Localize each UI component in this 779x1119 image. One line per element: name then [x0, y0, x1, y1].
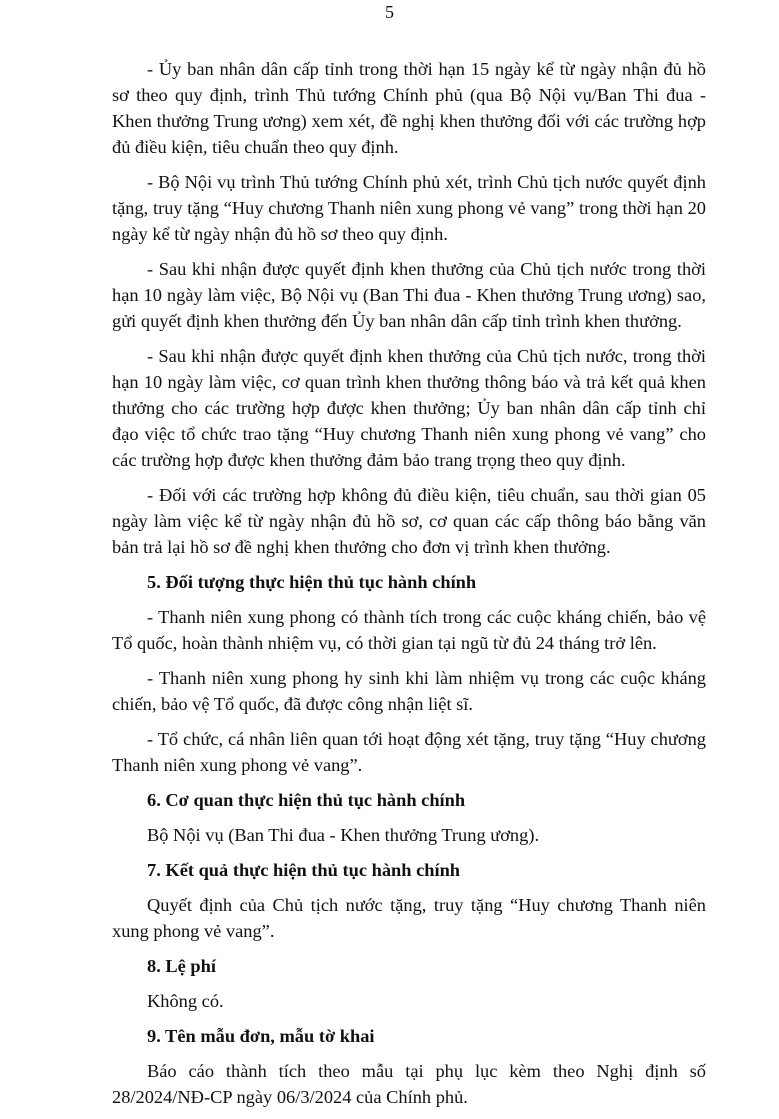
- procedure-step-rejection: - Đối với các trường hợp không đủ điều kiện, tiêu chuẩn, sau thời gian 05 ngày làm việc kể từ ngày nhận đủ hồ sơ, cơ quan các cấp thông báo bằng văn bản trả lại hồ sơ đề nghị khen thưởng cho đơn vị trình khen thưởng.: [112, 485, 706, 557]
- procedure-step-ministry-forwarding: - Sau khi nhận được quyết định khen thưởng của Chủ tịch nước trong thời hạn 10 ngày làm việc, Bộ Nội vụ (Ban Thi đua - Khen thưởng Trung ương) sao, gửi quyết định khen thưởng đến Ủy ban nhân dân cấp tỉnh trình khen thưởng.: [112, 259, 706, 331]
- document-body: [112, 56, 706, 1119]
- section-7-heading: 7. Kết quả thực hiện thủ tục hành chính: [147, 860, 461, 880]
- section-5-heading: 5. Đối tượng thực hiện thủ tục hành chính: [147, 572, 477, 592]
- subject-item: - Thanh niên xung phong có thành tích trong các cuộc kháng chiến, bảo vệ Tổ quốc, hoàn thành nhiệm vụ, có thời gian tại ngũ từ đủ 24 tháng trở lên.: [112, 607, 706, 653]
- page-number: 5: [385, 2, 394, 22]
- section-8-text: Không có.: [147, 991, 224, 1011]
- section-7-text: Quyết định của Chủ tịch nước tặng, truy tặng “Huy chương Thanh niên xung phong vẻ vang”.: [112, 895, 706, 941]
- section-6-text: Bộ Nội vụ (Ban Thi đua - Khen thưởng Trung ương).: [147, 825, 540, 845]
- section-9-text: Báo cáo thành tích theo mẫu tại phụ lục kèm theo Nghị định số 28/2024/NĐ-CP ngày 06/3/2024 của Chính phủ.: [112, 1061, 706, 1107]
- subject-item: - Thanh niên xung phong hy sinh khi làm nhiệm vụ trong các cuộc kháng chiến, bảo vệ Tổ quốc, đã được công nhận liệt sĩ.: [112, 668, 706, 714]
- subject-item: - Tổ chức, cá nhân liên quan tới hoạt động xét tặng, truy tặng “Huy chương Thanh niên xung phong vẻ vang”.: [112, 729, 706, 775]
- procedure-step-ministry-submission: - Bộ Nội vụ trình Thủ tướng Chính phủ xét, trình Chủ tịch nước quyết định tặng, truy tặng “Huy chương Thanh niên xung phong vẻ vang” trong thời hạn 20 ngày kể từ ngày nhận đủ hồ sơ theo quy định.: [112, 172, 706, 244]
- section-6-heading: 6. Cơ quan thực hiện thủ tục hành chính: [147, 790, 466, 810]
- section-8-heading: 8. Lệ phí: [147, 956, 216, 976]
- procedure-step-award-ceremony: - Sau khi nhận được quyết định khen thưởng của Chủ tịch nước, trong thời hạn 10 ngày làm việc, cơ quan trình khen thưởng thông báo và trả kết quả khen thưởng cho các trường hợp được khen thưởng; Ủy ban nhân dân cấp tỉnh chỉ đạo việc tổ chức trao tặng “Huy chương Thanh niên xung phong vẻ vang” cho các trường hợp được khen thưởng đảm bảo trang trọng theo quy định.: [112, 346, 706, 470]
- procedure-step-provincial-submission: - Ủy ban nhân dân cấp tỉnh trong thời hạn 15 ngày kể từ ngày nhận đủ hồ sơ theo quy định, trình Thủ tướng Chính phủ (qua Bộ Nội vụ/Ban Thi đua - Khen thưởng Trung ương) xem xét, đề nghị khen thưởng đối với các trường hợp đủ điều kiện, tiêu chuẩn theo quy định.: [112, 59, 706, 157]
- section-9-heading: 9. Tên mẫu đơn, mẫu tờ khai: [147, 1026, 375, 1046]
